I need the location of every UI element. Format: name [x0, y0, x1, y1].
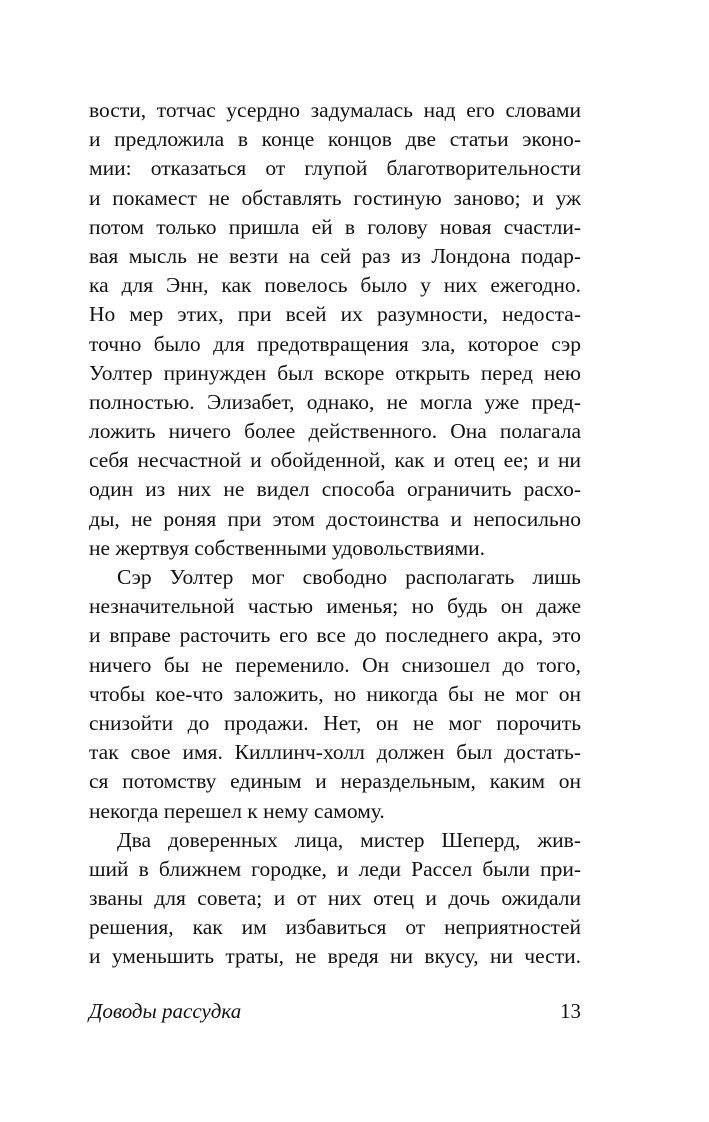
text-line: полностью. Элизабет, однако, не могла уже пред-	[89, 389, 581, 414]
text-line: потом только пришла ей в голову новая счастли-	[89, 214, 581, 239]
text-line: ничего бы не переменило. Он снизошел до того,	[89, 652, 581, 677]
body-text	[89, 96, 581, 972]
text-line: чтобы кое-что заложить, но никогда бы не мог он	[89, 681, 581, 706]
text-line: ды, не роняя при этом достоинства и непосильно	[89, 506, 581, 531]
text-line: один из них не видел способа ограничить расхо-	[89, 477, 581, 502]
page-footer	[89, 996, 581, 1026]
text-line: точно было для предотвращения зла, которое сэр	[89, 331, 581, 356]
text-line: так свое имя. Киллинч-холл должен был достать-	[89, 740, 581, 765]
text-line: званы для совета; и от них отец и дочь ожидали	[89, 886, 581, 911]
text-line: мии: отказаться от глупой благотворительности	[89, 156, 581, 181]
text-line: себя несчастной и обойденной, как и отец ее; и ни	[89, 448, 581, 473]
text-line: и вправе расточить его все до последнего акра, это	[89, 623, 581, 648]
text-line: вая мысль не везти на сей раз из Лондона подар-	[89, 243, 581, 268]
page-number: 13	[560, 999, 581, 1023]
text-line: и предложила в конце концов две статьи эконо-	[89, 127, 581, 152]
text-line: Сэр Уолтер мог свободно располагать лишь	[117, 565, 581, 589]
text-line: и уменьшить траты, не вредя ни вкусу, ни чести.	[89, 944, 581, 969]
text-line: вости, тотчас усердно задумалась над его словами	[89, 98, 581, 122]
text-line: незначительной частью именья; но будь он даже	[89, 594, 581, 619]
text-line: ка для Энн, как повелось было у них ежегодно.	[89, 273, 581, 298]
text-line: и покамест не обставлять гостиную заново; и уж	[89, 185, 581, 210]
text-line: Два доверенных лица, мистер Шеперд, жив-	[117, 827, 581, 852]
text-line: снизойти до продажи. Нет, он не мог порочить	[89, 710, 581, 735]
text-line: ший в ближнем городке, и леди Рассел были при-	[89, 856, 581, 881]
text-line: не жертвуя собственными удовольствиями.	[89, 535, 486, 560]
text-line: ложить ничего более действенного. Она полагала	[89, 419, 581, 444]
text-line: Уолтер принужден был вскоре открыть перед нею	[89, 360, 581, 385]
running-title: Доводы рассудка	[89, 999, 242, 1023]
text-line: Но мер этих, при всей их разумности, недоста-	[89, 302, 581, 327]
text-line: ся потомству единым и нераздельным, каким он	[89, 769, 581, 794]
text-line: некогда перешел к нему самому.	[89, 798, 385, 823]
text-line: решения, как им избавиться от неприятностей	[89, 915, 581, 940]
